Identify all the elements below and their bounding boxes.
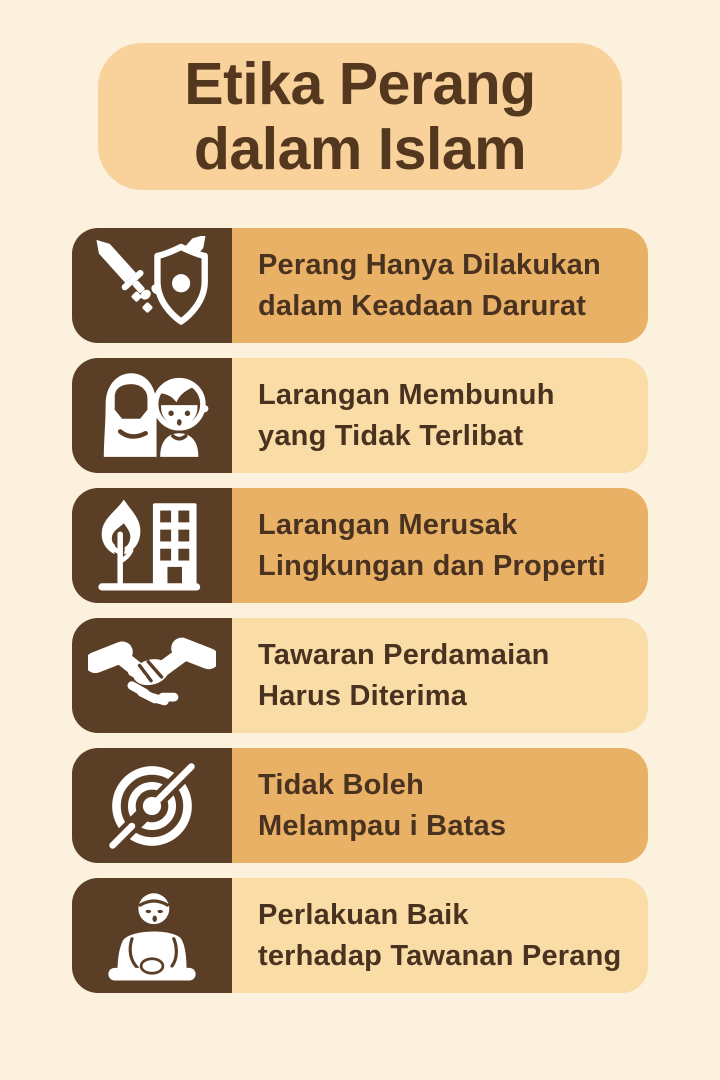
icon-box	[72, 618, 232, 733]
page-title-line1: Etika Perang	[184, 50, 536, 117]
ethics-row-limits	[72, 748, 648, 863]
ethics-row-property	[72, 488, 648, 603]
ethics-card	[232, 748, 648, 863]
ethics-text-line1: Perlakuan Baik	[258, 898, 469, 931]
ethics-text-line2: terhadap Tawanan Perang	[258, 939, 622, 972]
ethics-row-peace	[72, 618, 648, 733]
ethics-card	[232, 878, 648, 993]
icon-box	[72, 878, 232, 993]
ethics-row-civilians	[72, 358, 648, 473]
ethics-card	[232, 488, 648, 603]
ethics-text-line1: Tawaran Perdamaian	[258, 638, 550, 671]
ethics-row-prisoners	[72, 878, 648, 993]
ethics-card	[232, 358, 648, 473]
ethics-text-line1: Perang Hanya Dilakukan	[258, 248, 601, 281]
ethics-text-line1: Larangan Merusak	[258, 508, 518, 541]
ethics-card	[232, 228, 648, 343]
title-card	[98, 43, 622, 190]
ethics-text-line1: Tidak Boleh	[258, 768, 425, 801]
ethics-text-line1: Larangan Membunuh	[258, 378, 555, 411]
ethics-rows	[72, 228, 648, 993]
ethics-text-line2: yang Tidak Terlibat	[258, 419, 524, 452]
woman-and-child-icon	[91, 366, 213, 466]
sitting-prisoner-icon	[94, 886, 210, 986]
crossed-target-icon	[104, 758, 200, 854]
burning-tree-building-icon	[91, 496, 213, 596]
icon-box	[72, 488, 232, 603]
ethics-text-line2: Harus Diterima	[258, 679, 468, 712]
page-title-line2: dalam Islam	[193, 115, 527, 182]
icon-box	[72, 748, 232, 863]
ethics-text-line2: Melampau i Batas	[258, 809, 507, 842]
icon-box	[72, 228, 232, 343]
ethics-text-line2: Lingkungan dan Properti	[258, 549, 606, 582]
crossed-swords-shield-icon	[91, 236, 213, 336]
icon-box	[72, 358, 232, 473]
ethics-row-emergency	[72, 228, 648, 343]
ethics-text-line2: dalam Keadaan Darurat	[258, 289, 587, 322]
handshake-icon	[88, 628, 216, 724]
page-title	[184, 52, 535, 182]
ethics-card	[232, 618, 648, 733]
